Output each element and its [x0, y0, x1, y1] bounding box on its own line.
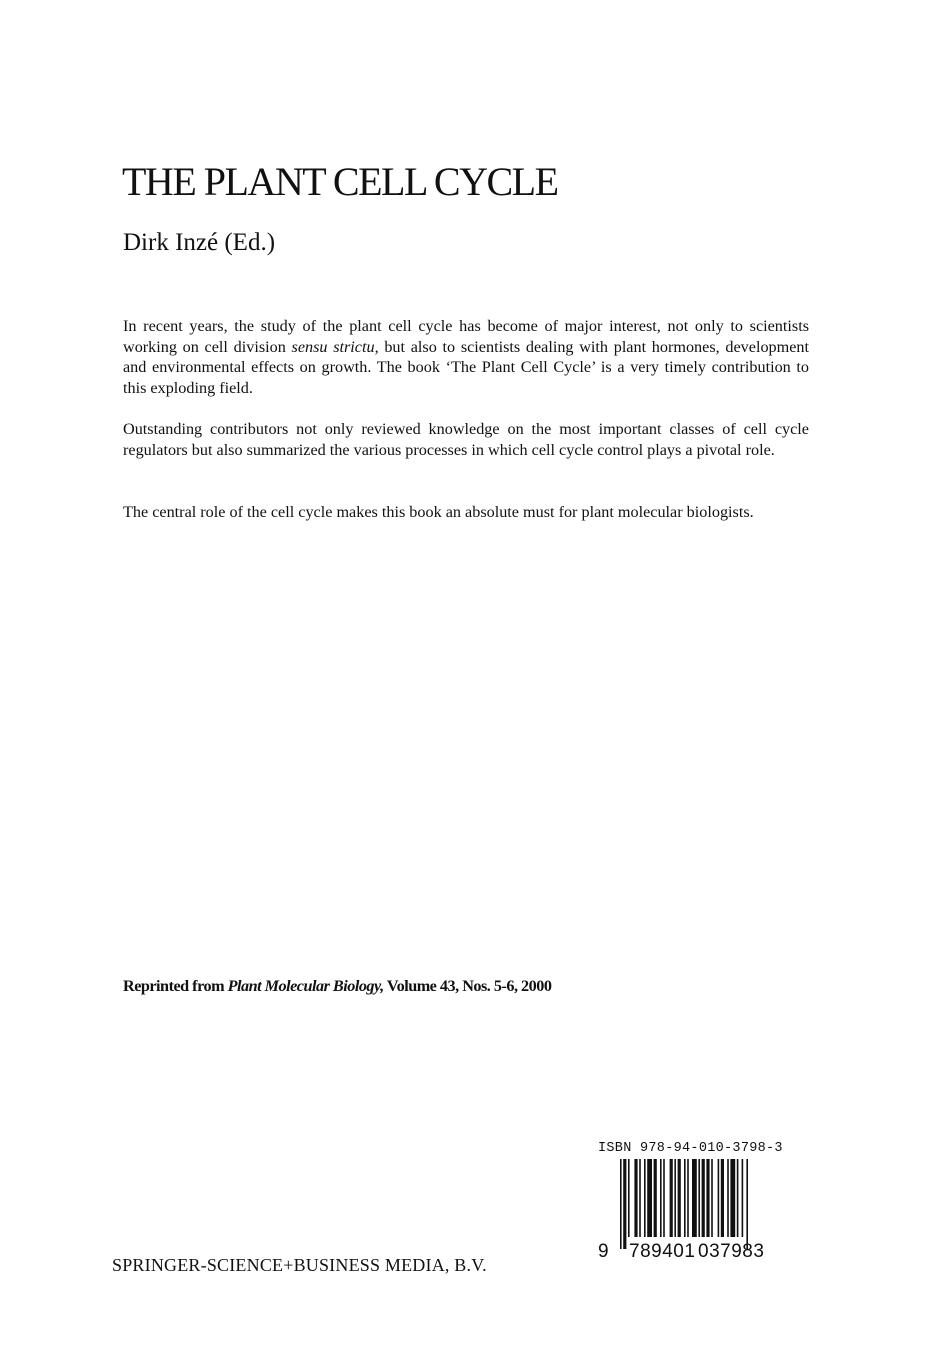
barcode-bar: [687, 1159, 689, 1237]
barcode-bars: [620, 1159, 748, 1249]
barcode-bar: [730, 1159, 735, 1237]
barcode-digits-right: 037983: [698, 1241, 765, 1261]
description-paragraph-2: Outstanding contributors not only reviewed knowledge on the most important classes of cell cycle regulators but also summarized the various processes in which cell cycle control plays a pivotal role.: [123, 420, 809, 459]
barcode-bar: [718, 1159, 720, 1237]
barcode-bar: [684, 1159, 686, 1237]
barcode-bar: [742, 1159, 744, 1237]
barcode-bar: [727, 1159, 729, 1237]
journal-name: Plant Molecular Biology,: [227, 977, 384, 995]
barcode-bar: [698, 1159, 700, 1237]
description-paragraph-1: [123, 316, 809, 398]
book-title: THE PLANT CELL CYCLE: [122, 159, 558, 204]
barcode-bar: [644, 1159, 646, 1237]
reprint-prefix: Reprinted from: [123, 977, 228, 995]
barcode-bar: [711, 1159, 713, 1237]
description-paragraph-3: The central role of the cell cycle makes this book an absolute must for plant molecular biologists.: [123, 503, 754, 521]
description-p1-text-a: In recent years, the study of the plant cell cycle has become of major interest, not only to scientists working on cell division: [123, 317, 809, 356]
barcode-bar: [634, 1159, 637, 1237]
barcode: [596, 1155, 786, 1261]
description-p1-italic: sensu strictu,: [291, 337, 379, 356]
barcode-bar: [692, 1159, 697, 1237]
barcode-guard-bar: [623, 1159, 626, 1249]
barcode-bar: [678, 1159, 681, 1237]
barcode-bar: [721, 1159, 724, 1237]
publisher-name: SPRINGER-SCIENCE+BUSINESS MEDIA, B.V.: [112, 1255, 487, 1275]
reprint-notice: [123, 975, 551, 997]
barcode-digits-left: 789401: [629, 1241, 696, 1261]
barcode-bar: [639, 1159, 641, 1237]
barcode-guard-bar: [620, 1159, 622, 1249]
isbn-label: ISBN 978-94-010-3798-3: [598, 1141, 783, 1156]
description-p1-text-b: but also to scientists dealing with plant hormones, development and environmental effects on growth. The book ‘The Plant Cell Cycle’ is a very timely contribution to this exploding field.: [123, 337, 810, 397]
barcode-bar: [628, 1159, 630, 1237]
reprint-suffix: Volume 43, Nos. 5-6, 2000: [383, 977, 552, 995]
barcode-bar: [660, 1159, 662, 1237]
barcode-bar: [702, 1159, 705, 1237]
barcode-guard-bar: [746, 1159, 748, 1249]
barcode-bar: [647, 1159, 652, 1237]
barcode-digit-first: 9: [598, 1241, 609, 1261]
barcode-bar: [706, 1159, 709, 1237]
barcode-bar: [654, 1159, 657, 1237]
barcode-bar: [674, 1159, 676, 1237]
barcode-bar: [663, 1159, 665, 1237]
barcode-bar: [670, 1159, 673, 1237]
editor-name: Dirk Inzé (Ed.): [123, 229, 276, 256]
barcode-bar: [737, 1159, 739, 1237]
